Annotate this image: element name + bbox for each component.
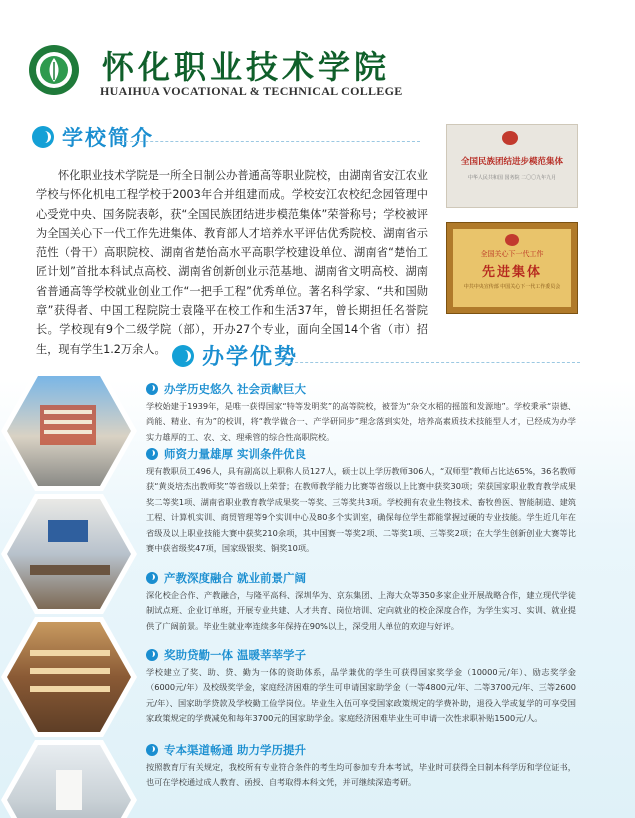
plaque-1-sub: 中华人民共和国 国务院 二〇〇九年九月 — [467, 175, 557, 181]
advantages-title: 办学优势 — [202, 345, 299, 370]
photo-hexagon-campus — [1, 371, 137, 491]
intro-paragraph: 怀化职业技术学院是一所全日制公办普通高等职业院校，由湖南省安江农业学校与怀化机电工程学校于2003年合并组建而成。学校安江农校纪念园管理中心受党中央、国务院表彰，获“全国民族团结进步模范集体”荣誉称号；学校被评为全国关心下一代工作先进集体、教育部人才培养水平评估优秀院校、湖南省示范性（骨干）高职院校、湖南省楚怡高水平高职学校建设单位、湖南省“楚怡工匠计划”首批本科试点高校、湖南省创新创业示范基地、湖南省文明高校、湖南省普通高等学校就业创业工作“一把手工程”优秀单位。著名科学家、“共和国勋章”获得者、中国工程院院士袁隆平在校工作和生活37年，曾长期担任名誉院长。学校现有9个二级学院（部），开办27个专业，面向全国14个省（市）招生，现有学生1.2万余人。 — [36, 169, 428, 356]
plaque-2-title: 先进集体 — [481, 265, 542, 280]
advantage-item — [146, 381, 576, 445]
plaque-2-sub: 中共中央宣传部 中国关心下一代工作委员会 — [463, 284, 561, 290]
advantage-item — [146, 446, 576, 556]
section-bullet-icon — [172, 345, 194, 367]
advantage-body: 深化校企合作、产教融合，与隆平高科、深圳华为、京东集团、上海大众等350多家企业开展战略合作，建立现代学徒制试点班、企业订单班，开展专业共建、人才共育、岗位培训、定向就业的校企深度合作，为学生实习、实训、就业提供了广阔前景。毕业生就业率连续多年保持在90%以上，深受用人单位的欢迎与好评。 — [146, 590, 576, 631]
advantage-body: 学校建立了奖、助、贷、勤为一体的资助体系，品学兼优的学生可获得国家奖学金（10000元/年）、励志奖学金（6000元/年）及校级奖学金，家庭经济困难的学生可申请国家助学金（一等4800元/年、二等3700元/年、三等2600元/年）、国家助学贷款及学校勤工俭学岗位。毕业生入伍可享受国家政策规定的学费补助，退役入学或复学的可享受国家政策规定的学费减免和每年3700元的国家助学金。家庭经济困难毕业生可申请一次性求职补贴1500元/人。 — [146, 667, 576, 724]
chevron-icon — [146, 383, 158, 395]
chevron-icon — [146, 448, 158, 460]
advantage-item — [146, 742, 576, 791]
advantage-body: 现有教职员工496人，具有副高以上职称人员127人，硕士以上学历教师306人，“双师型”教师占比达65%，36名教师获“黄炎培杰出教师奖”等省级以上荣誉；在教师教学能力比赛等省级以上比赛中获奖30项；荣获国家职业教育教学成果奖二等奖1项、湖南省职业教育教学成果奖一等奖、三等奖共3项。学校拥有农业生物技术、畜牧兽医、智能制造、建筑工程、计算机实训、商贸管理等9个实训中心及80多个实训室，确保每位学生都能掌握过硬的专业技能。学生近几年在省级及以上职业技能大赛中获奖210余项，其中国赛一等奖2项、二等奖1项、三等奖2项；在大学生创新创业大赛等比赛中获省级奖47项，国家级银奖、铜奖10项。 — [146, 466, 576, 554]
advantage-item — [146, 570, 576, 634]
photo-hexagon-library — [1, 617, 137, 737]
advantages-section-title — [172, 340, 298, 371]
intro-title: 学校简介 — [62, 126, 154, 150]
chevron-icon — [146, 744, 158, 756]
advantage-heading: 师资力量雄厚 实训条件优良 — [164, 447, 307, 461]
plaque-2-top: 全国关心下一代工作 — [480, 250, 544, 258]
advantage-body: 按照教育厅有关规定，我校所有专业符合条件的考生均可参加专升本考试，毕业时可获得全日制本科学历和学位证书，也可在学校通过成人教育、函授、自考取得本科文凭，并可继续深造考研。 — [146, 762, 576, 788]
advantage-heading: 奖助贷勤一体 温暖莘莘学子 — [164, 648, 307, 662]
divider — [280, 362, 580, 363]
school-name-en: HUAIHUA VOCATIONAL & TECHNICAL COLLEGE — [100, 84, 403, 98]
chevron-icon — [146, 572, 158, 584]
plaque-1-title: 全国民族团结进步模范集体 — [460, 157, 563, 167]
advantage-heading: 专本渠道畅通 助力学历提升 — [164, 743, 307, 757]
photo-hexagon-lab — [1, 494, 137, 614]
photo-hexagon-corridor — [1, 740, 137, 818]
advantage-body: 学校始建于1939年，是唯一获得国家“特等发明奖”的高等院校，被誉为“杂交水稻的摇篮和发源地”。学校秉承“崇德、尚能、精业、有为”的校训，将“教学做合一、产学研同步”理念落到实处，培养高素质技术技能型人才，已经成为办学实力雄厚的工、农、文、理乘管的综合性高职院校。 — [146, 401, 576, 442]
chevron-icon — [146, 649, 158, 661]
school-name-cn: 怀化职业技术学院 — [102, 48, 391, 86]
advantage-heading: 产教深度融合 就业前景广阔 — [164, 571, 307, 585]
advantage-heading: 办学历史悠久 社会贡献巨大 — [164, 382, 307, 396]
advantage-item — [146, 647, 576, 727]
